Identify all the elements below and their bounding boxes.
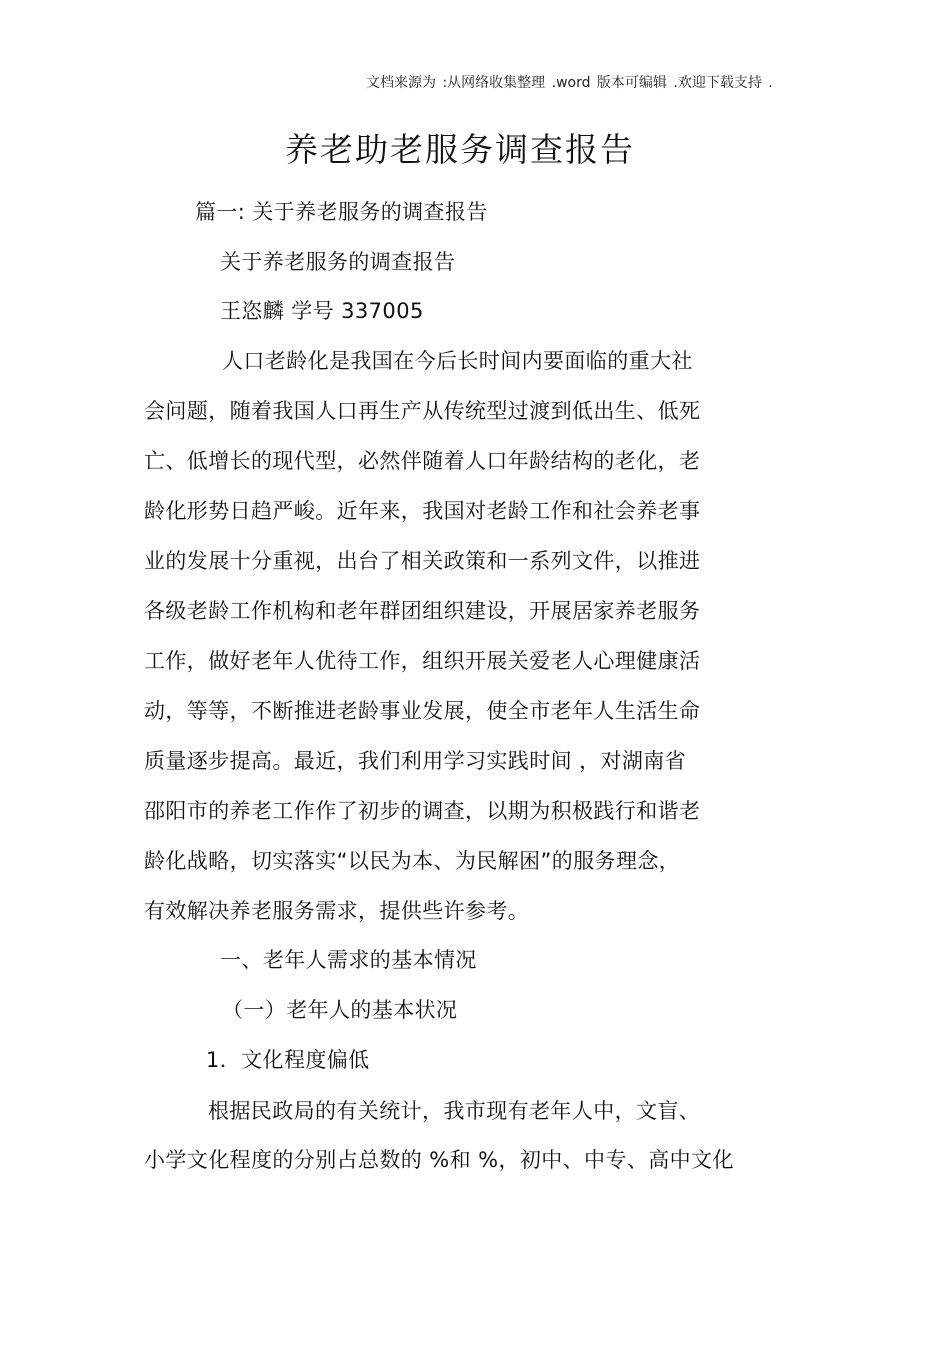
paragraph-line: 龄化形势日趋严峻。近年来，我国对老龄工作和社会养老事 [144, 499, 701, 523]
paragraph-line: 工作，做好老年人优待工作，组织开展关爱老人心理健康活 [144, 649, 701, 673]
paragraph-line: 动，等等，不断推进老龄事业发展，使全市老年人生活生命 [144, 699, 701, 723]
paragraph-line: 质量逐步提高。最近，我们利用学习实践时间 ，对湖南省 [144, 749, 687, 773]
report-subtitle: 关于养老服务的调查报告 [220, 250, 456, 274]
paragraph-line: 有效解决养老服务需求，提供些许参考。 [144, 899, 530, 923]
paragraph-line: 亡、低增长的现代型，必然伴随着人口年龄结构的老化，老 [144, 449, 701, 473]
paragraph-line: 各级老龄工作机构和老年群团组织建设，开展居家养老服务 [144, 599, 701, 623]
heading-level1: 一、老年人需求的基本情况 [220, 948, 477, 972]
author-line: 王恣麟 学号 337005 [220, 299, 424, 323]
paragraph-line: 小学文化程度的分别占总数的 %和 %，初中、中专、高中文化 [144, 1148, 734, 1172]
heading-level3: 1．文化程度偏低 [206, 1048, 370, 1072]
paragraph-line: 人口老龄化是我国在今后长时间内要面临的重大社 [222, 349, 693, 373]
paragraph-line: 根据民政局的有关统计，我市现有老年人中，文盲、 [208, 1099, 701, 1123]
header-note: 文档来源为 :从网络收集整理 .word 版本可编辑 .欢迎下载支持 . [366, 75, 773, 91]
paragraph-line: 邵阳市的养老工作作了初步的调查，以期为积极践行和谐老 [144, 799, 701, 823]
paragraph-line: 龄化战略，切实落实“以民为本、为民解困”的服务理念， [144, 849, 681, 873]
heading-level2: （一）老年人的基本状况 [222, 998, 458, 1022]
section-heading: 篇一: 关于养老服务的调查报告 [195, 200, 488, 224]
paragraph-line: 业的发展十分重视，出台了相关政策和一系列文件，以推进 [144, 549, 701, 573]
document-title: 养老助老服务调查报告 [285, 130, 635, 169]
paragraph-line: 会问题，随着我国人口再生产从传统型过渡到低出生、低死 [144, 399, 701, 423]
